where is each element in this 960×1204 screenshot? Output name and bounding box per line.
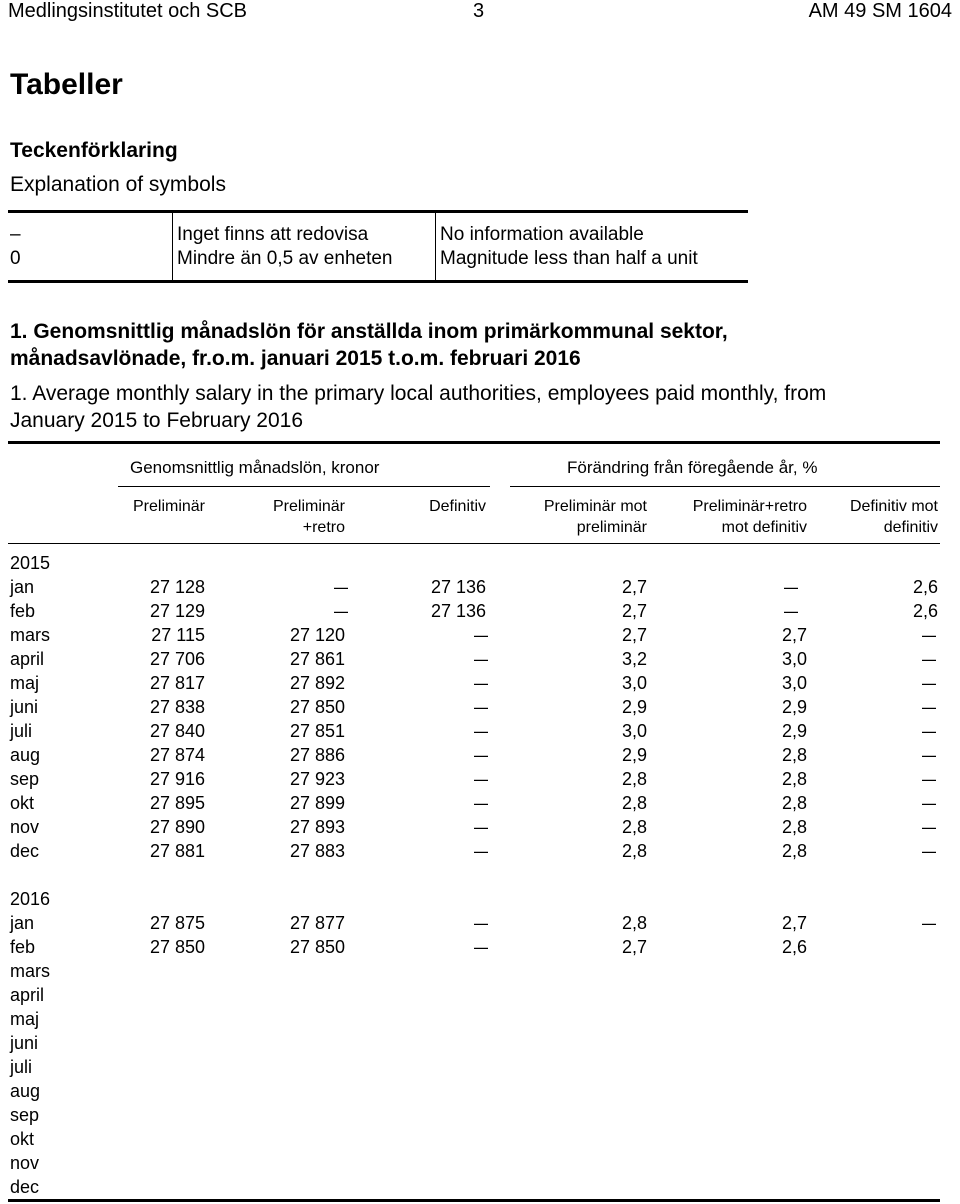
table-header-rule (8, 543, 940, 544)
table-cell: 2,6 (781, 937, 807, 957)
month-label: juni (10, 697, 39, 717)
column-header-prel-mot-prel (500, 496, 647, 538)
table-cell: 3,0 (621, 673, 647, 693)
legend-divider (172, 212, 173, 282)
table-cell: – (473, 625, 488, 645)
table-cell: – (473, 673, 488, 693)
table-cell: 27 874 (149, 745, 205, 765)
column-header-preliminar-retro (220, 496, 345, 538)
table-cell: 2,7 (781, 913, 807, 933)
table-cell: 2,8 (621, 841, 647, 861)
table-cell: 27 136 (430, 601, 486, 621)
month-label: april (10, 649, 45, 669)
column-header-line: definitiv (883, 519, 938, 536)
legend-text-sv: Mindre än 0,5 av enheten (177, 248, 393, 269)
month-label: okt (10, 793, 35, 813)
group-rule-change (510, 486, 940, 487)
month-label: juni (10, 1033, 39, 1053)
table-cell: – (921, 745, 936, 765)
table-cell: 2,9 (621, 697, 647, 717)
table-cell: 3,0 (781, 673, 807, 693)
table-title-sv: månadsavlönade, fr.o.m. januari 2015 t.o.m. februari 2016 (10, 347, 581, 370)
table-cell: 2,9 (781, 721, 807, 741)
group-header-change: Förändring från föregående år, % (567, 458, 818, 477)
table-cell: – (921, 793, 936, 813)
column-header-line: Definitiv (429, 498, 486, 515)
month-label: juli (10, 721, 33, 741)
table-cell: 27 115 (151, 625, 205, 645)
month-label: jan (10, 577, 35, 597)
table-cell: 27 895 (149, 793, 205, 813)
month-label: maj (10, 673, 40, 693)
month-label: mars (10, 961, 50, 981)
table-cell: 27 923 (289, 769, 345, 789)
table-cell: 27 899 (289, 793, 345, 813)
legend-text-sv: Inget finns att redovisa (177, 224, 369, 245)
table-cell: – (921, 721, 936, 741)
table-cell: – (473, 721, 488, 741)
table-cell: 27 817 (149, 673, 205, 693)
table-cell: 27 861 (289, 649, 345, 669)
legend-symbol: – (10, 224, 21, 245)
table-cell: 27 892 (289, 673, 345, 693)
month-label: okt (10, 1129, 35, 1149)
column-header-line: Preliminär (132, 498, 205, 515)
column-header-preliminar (100, 496, 205, 517)
month-label: mars (10, 625, 50, 645)
column-header-line: +retro (302, 519, 345, 536)
month-label: aug (10, 1081, 41, 1101)
table-cell: 27 128 (149, 577, 205, 597)
legend-title-sv: Teckenförklaring (10, 139, 178, 162)
table-cell: 2,8 (621, 769, 647, 789)
table-cell: 2,7 (621, 601, 647, 621)
table-cell: 2,7 (621, 937, 647, 957)
column-header-line: Preliminär mot (543, 498, 647, 515)
month-label: jan (10, 913, 35, 933)
month-label: april (10, 985, 45, 1005)
month-label: sep (10, 769, 40, 789)
table-cell: 27 875 (149, 913, 205, 933)
table-cell: 2,6 (912, 601, 938, 621)
table-cell: – (333, 601, 348, 621)
table-cell: 2,8 (781, 769, 807, 789)
column-header-line: Definitiv mot (849, 498, 938, 515)
column-header-def-mot-def (815, 496, 938, 538)
column-header-line: mot definitiv (721, 519, 807, 536)
table-cell: 27 838 (149, 697, 205, 717)
table-cell: 27 850 (289, 697, 345, 717)
table-cell: 27 883 (289, 841, 345, 861)
column-header-line: preliminär (576, 519, 647, 536)
table-cell: 27 916 (149, 769, 205, 789)
legend-title-en: Explanation of symbols (10, 173, 226, 196)
month-label: feb (10, 601, 36, 621)
table-cell: 27 851 (289, 721, 345, 741)
table-cell: – (333, 577, 348, 597)
table-cell: – (473, 913, 488, 933)
table-cell: 3,0 (781, 649, 807, 669)
table-cell: – (473, 817, 488, 837)
table-cell: – (921, 817, 936, 837)
section-title: Tabeller (10, 68, 123, 101)
table-cell: – (473, 937, 488, 957)
month-label: nov (10, 1153, 40, 1173)
group-header-salary: Genomsnittlig månadslön, kronor (130, 458, 380, 477)
table-cell: – (473, 649, 488, 669)
legend-symbol: 0 (10, 248, 21, 269)
table-cell: 27 136 (430, 577, 486, 597)
table-top-rule (8, 441, 940, 444)
table-cell: – (473, 697, 488, 717)
table-bottom-rule (8, 1199, 940, 1202)
year-label: 2015 (10, 553, 51, 573)
column-header-retro-mot-def (660, 496, 807, 538)
table-title-en: January 2015 to February 2016 (10, 409, 304, 432)
table-cell: 27 706 (149, 649, 205, 669)
table-cell: 27 881 (149, 841, 205, 861)
table-cell: 27 129 (149, 601, 205, 621)
column-header-line: Preliminär+retro (692, 498, 807, 515)
table-cell: 27 850 (289, 937, 345, 957)
month-label: nov (10, 817, 40, 837)
table-cell: – (921, 649, 936, 669)
table-cell: 27 893 (289, 817, 345, 837)
page-number: 3 (473, 0, 485, 22)
table-cell: 2,8 (781, 817, 807, 837)
table-cell: – (473, 793, 488, 813)
table-cell: 2,7 (621, 577, 647, 597)
month-label: sep (10, 1105, 40, 1125)
header-series: AM 49 SM 1604 (808, 0, 952, 22)
table-cell: 27 840 (149, 721, 205, 741)
table-cell: 3,2 (621, 649, 647, 669)
legend-text-en: No information available (440, 224, 644, 245)
legend-text-en: Magnitude less than half a unit (440, 248, 698, 269)
table-title-sv: 1. Genomsnittlig månadslön för anställda inom primärkommunal sektor, (10, 320, 728, 343)
table-cell: – (783, 577, 798, 597)
table-title-en: 1. Average monthly salary in the primary local authorities, employees paid monthly, from (10, 382, 827, 405)
table-cell: 27 890 (149, 817, 205, 837)
legend-bottom-rule (8, 280, 748, 283)
table-cell: 2,8 (781, 745, 807, 765)
table-cell: 2,6 (912, 577, 938, 597)
table-cell: – (473, 841, 488, 861)
month-label: juli (10, 1057, 33, 1077)
table-cell: 27 850 (149, 937, 205, 957)
header-publisher: Medlingsinstitutet och SCB (8, 0, 248, 22)
table-cell: 2,9 (621, 745, 647, 765)
table-cell: 27 877 (289, 913, 345, 933)
table-cell: – (921, 625, 936, 645)
column-header-line: Preliminär (272, 498, 345, 515)
table-cell: 2,8 (781, 841, 807, 861)
table-cell: – (473, 745, 488, 765)
table-cell: – (473, 769, 488, 789)
legend-top-rule (8, 210, 748, 213)
table-cell: – (921, 913, 936, 933)
table-cell: 2,8 (621, 913, 647, 933)
table-cell: 27 120 (289, 625, 345, 645)
table-cell: 3,0 (621, 721, 647, 741)
table-cell: – (921, 673, 936, 693)
table-cell: 2,7 (621, 625, 647, 645)
month-label: aug (10, 745, 41, 765)
legend-divider (435, 212, 436, 282)
year-label: 2016 (10, 889, 51, 909)
table-cell: – (921, 697, 936, 717)
table-cell: – (783, 601, 798, 621)
table-cell: 2,7 (781, 625, 807, 645)
table-cell: 2,9 (781, 697, 807, 717)
group-rule-salary (118, 486, 490, 487)
month-label: dec (10, 841, 40, 861)
month-label: dec (10, 1177, 40, 1197)
month-label: maj (10, 1009, 40, 1029)
table-cell: – (921, 841, 936, 861)
table-cell: 2,8 (621, 793, 647, 813)
month-label: feb (10, 937, 36, 957)
table-cell: – (921, 769, 936, 789)
column-header-definitiv (380, 496, 486, 517)
table-cell: 27 886 (289, 745, 345, 765)
table-cell: 2,8 (621, 817, 647, 837)
table-cell: 2,8 (781, 793, 807, 813)
